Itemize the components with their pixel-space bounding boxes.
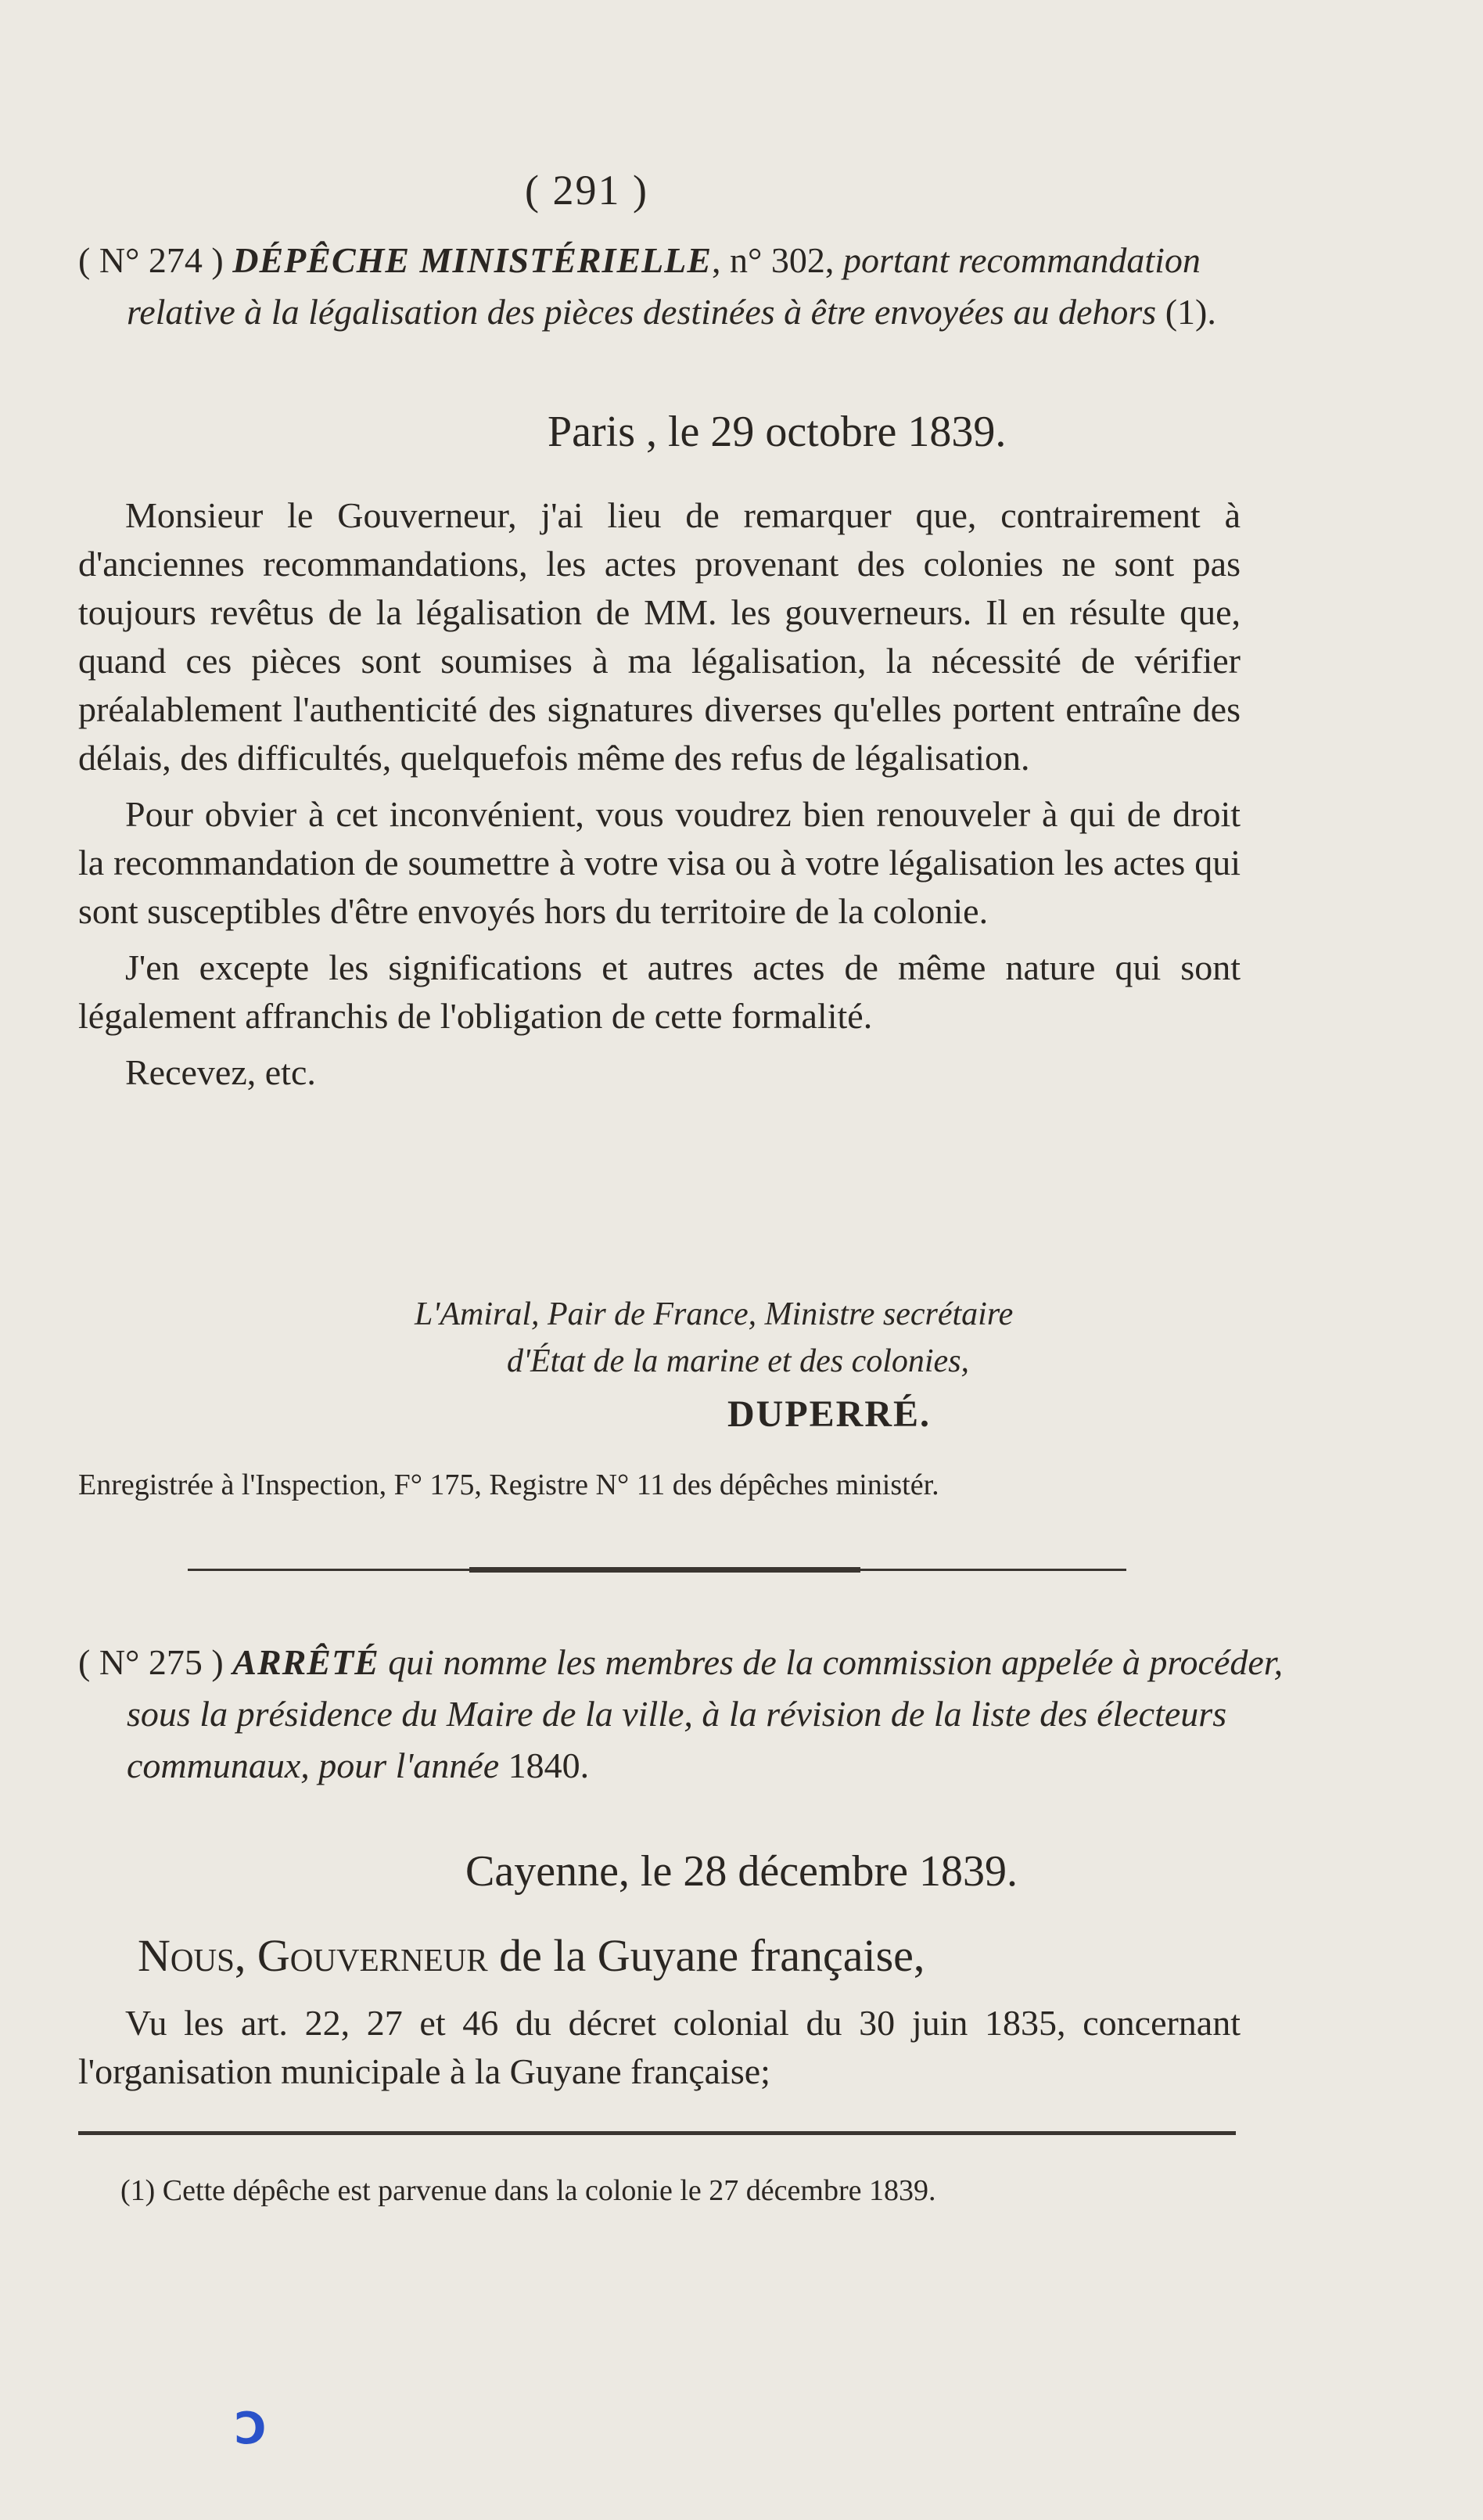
- signature-title-2: d'État de la marine et des colonies,: [507, 1343, 970, 1379]
- decree-place-date: Cayenne, le 28 décembre 1839.: [465, 1847, 1018, 1896]
- dispatch-closing: Recevez, etc.: [125, 1052, 316, 1092]
- dispatch-description-2: destinées à être envoyées au dehors: [643, 292, 1157, 332]
- signature-title-1: L'Amiral, Pair de France, Ministre secrétaire: [415, 1296, 1014, 1332]
- dispatch-paragraph-3: J'en excepte les significations et autres actes de même nature qui sont légalement affranchis de l'obligation de cette formalité.: [78, 947, 1241, 1036]
- governor-title: Nous, Gouverneur: [138, 1930, 488, 1981]
- decree-heading: [78, 1637, 1284, 1792]
- dispatch-paragraph-2: Pour obvier à cet inconvénient, vous voudrez bien renouveler à qui de droit la recommandation de soumettre à votre visa ou à votre légalisation les actes qui sont susceptibles d'être envoyés hors du territoire de la colonie.: [78, 794, 1241, 931]
- decree-preamble: [138, 1929, 925, 1982]
- dispatch-heading: [78, 235, 1284, 338]
- footnote-divider: [78, 2131, 1236, 2135]
- footnote: (1) Cette dépêche est parvenue dans la colonie le 27 décembre 1839.: [120, 2174, 936, 2207]
- dispatch-paragraph-1: Monsieur le Gouverneur, j'ai lieu de remarquer que, contrairement à d'anciennes recommandations, les actes provenant des colonies ne sont pas toujours revêtus de la légalisation de MM. les gouverneurs. Il en résulte que, quand ces pièces sont soumises à ma légalisation, la nécessité de vérifier préalablement l'authenticité des signatures diverses qu'elles portent entraîne des délais, des difficultés, quelquefois même des refus de légalisation.: [78, 495, 1241, 778]
- dispatch-body: [78, 491, 1241, 1105]
- dispatch-number: ( N° 274 ): [78, 240, 224, 280]
- registration-note: Enregistrée à l'Inspection, F° 175, Registre N° 11 des dépêches ministér.: [78, 1469, 939, 1501]
- section-divider-center: [469, 1567, 860, 1573]
- dispatch-sub-number: , n° 302,: [712, 240, 835, 280]
- decree-description: qui nomme les membres de la commission appelée à procéder, sous la présidence du Maire de la ville, à la révision de la liste des électeurs communaux, pour l'année: [127, 1642, 1284, 1785]
- dispatch-title: DÉPÊCHE MINISTÉRIELLE: [232, 240, 713, 280]
- dispatch-place-date: Paris , le 29 octobre 1839.: [548, 408, 1007, 456]
- signature-name: DUPERRÉ.: [727, 1393, 932, 1435]
- footnote-reference: (1).: [1165, 292, 1216, 332]
- decree-year: 1840.: [508, 1745, 590, 1785]
- decree-vu-paragraph: Vu les art. 22, 27 et 46 du décret colonial du 30 juin 1835, concernant l'organisation municipale à la Guyane française;: [78, 2003, 1241, 2091]
- decree-number: ( N° 275 ): [78, 1642, 224, 1682]
- dispatch-description-1: portant recommandation relative à la légalisation des pièces: [127, 240, 1201, 332]
- library-stamp: Ↄ: [235, 2403, 268, 2454]
- decree-title: ARRÊTÉ: [232, 1642, 379, 1682]
- decree-body: [78, 1999, 1241, 2104]
- page-number: ( 291 ): [525, 167, 648, 214]
- governor-territory: de la Guyane française,: [499, 1930, 925, 1981]
